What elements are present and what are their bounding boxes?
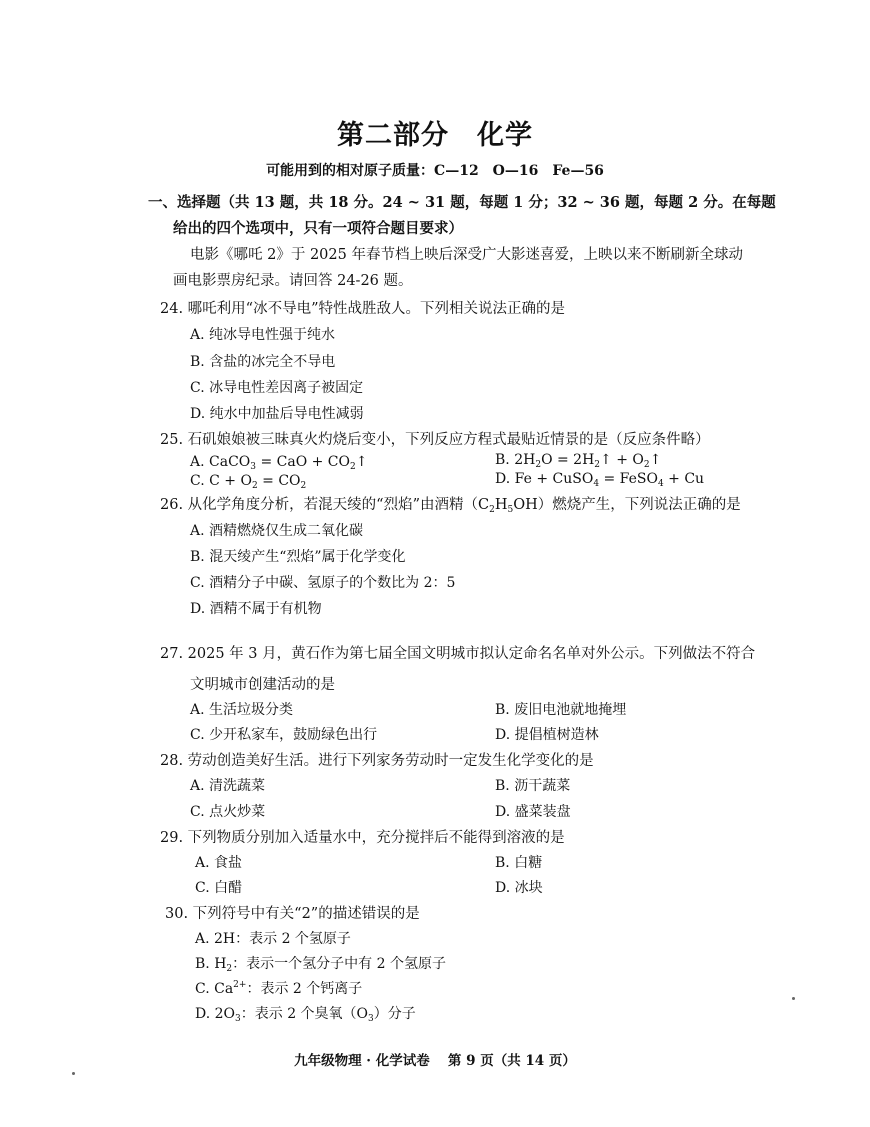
question-27-option-c: C. 少开私家车，鼓励绿色出行	[190, 727, 378, 743]
question-29-option-a: A. 食盐	[195, 855, 243, 871]
question-30-option-d: D. $2O_3$：表示 2 个臭氧$(O_3)$分子	[195, 1006, 416, 1024]
question-26-option-c: C. 酒精分子中碳、氢原子的个数比为 2：5	[190, 575, 456, 591]
question-27-option-b: B. 废旧电池就地掩埋	[495, 702, 627, 718]
question-24-option-a: A. 纯冰导电性强于纯水	[190, 327, 336, 343]
question-30-option-b: B. $H_2$：表示一个氢分子中有 2 个氢原子	[195, 956, 446, 974]
atomic-mass-note: 可能用到的相对原子质量：C—12 O—16 Fe—56	[266, 163, 604, 179]
question-29-option-c: C. 白醋	[195, 880, 243, 896]
question-24-option-d: D. 纯水中加盐后导电性减弱	[190, 406, 364, 422]
question-29-option-d: D. 冰块	[495, 880, 543, 896]
question-26-option-b: B. 混天绫产生“烈焰”属于化学变化	[190, 549, 406, 565]
question-26-option-a: A. 酒精燃烧仅生成二氧化碳	[190, 523, 364, 539]
question-27-stem-line2: 文明城市创建活动的是	[190, 677, 335, 693]
question-26-stem: 26. 从化学角度分析，若混天绫的“烈焰”由酒精$(C_2H_5OH)$燃烧产生，下列说法正确的是	[160, 497, 741, 515]
section-heading-line2: 给出的四个选项中，只有一项符合题目要求）	[173, 220, 463, 237]
question-28-option-c: C. 点火炒菜	[190, 804, 266, 820]
intro-line1: 电影《哪吒 2》于 2025 年春节档上映后深受广大影迷喜爱，上映以来不断刷新全球动	[190, 247, 743, 263]
question-25-option-c: C. $C + O_2 = CO_2$	[190, 473, 307, 491]
question-30-stem: 30. 下列符号中有关“2”的描述错误的是	[165, 906, 420, 922]
question-30-option-a: A. 2H：表示 2 个氢原子	[195, 931, 351, 947]
question-24-stem: 24. 哪吒利用“冰不导电”特性战胜敌人。下列相关说法正确的是	[160, 301, 565, 317]
question-27-option-d: D. 提倡植树造林	[495, 727, 599, 743]
intro-line2: 画电影票房纪录。请回答 24-26 题。	[173, 273, 413, 289]
scan-speck	[72, 1072, 75, 1075]
question-28-stem: 28. 劳动创造美好生活。进行下列家务劳动时一定发生化学变化的是	[160, 753, 594, 769]
question-24-option-b: B. 含盐的冰完全不导电	[190, 354, 336, 370]
question-27-stem-line1: 27. 2025 年 3 月，黄石作为第七届全国文明城市拟认定命名名单对外公示。下列做法不符合	[160, 646, 756, 662]
page-footer: 九年级物理 · 化学试卷 第 9 页（共 14 页）	[294, 1053, 576, 1069]
question-29-option-b: B. 白糖	[495, 855, 543, 871]
question-28-option-d: D. 盛菜装盘	[495, 804, 571, 820]
question-28-option-a: A. 清洗蔬菜	[190, 778, 266, 794]
question-25-stem: 25. 石矶娘娘被三昧真火灼烧后变小，下列反应方程式最贴近情景的是（反应条件略）	[160, 432, 710, 448]
question-24-option-c: C. 冰导电性差因离子被固定	[190, 380, 364, 396]
question-25-option-d: D. Fe + CuSO$_4$ = FeSO$_4$ + Cu	[495, 471, 705, 489]
question-25-option-a: A. CaCO$_3$ = CaO + $CO_2↑$	[190, 454, 368, 472]
question-29-stem: 29. 下列物质分别加入适量水中，充分搅拌后不能得到溶液的是	[160, 830, 565, 846]
scan-speck	[792, 997, 795, 1000]
page-title: 第二部分 化学	[337, 120, 533, 151]
question-25-option-b: B. $2H_2O$ = $2H_2↑$ + $O_2↑$	[495, 452, 662, 470]
question-27-option-a: A. 生活垃圾分类	[190, 702, 294, 718]
question-26-option-d: D. 酒精不属于有机物	[190, 601, 322, 617]
question-30-option-c: C. $Ca^{2+}$：表示 2 个钙离子	[195, 980, 363, 997]
section-heading-line1: 一、选择题（共 13 题，共 18 分。24 ~ 31 题，每题 1 分；32 ~ 36 题，每题 2 分。在每题	[148, 194, 776, 211]
question-28-option-b: B. 沥干蔬菜	[495, 778, 571, 794]
